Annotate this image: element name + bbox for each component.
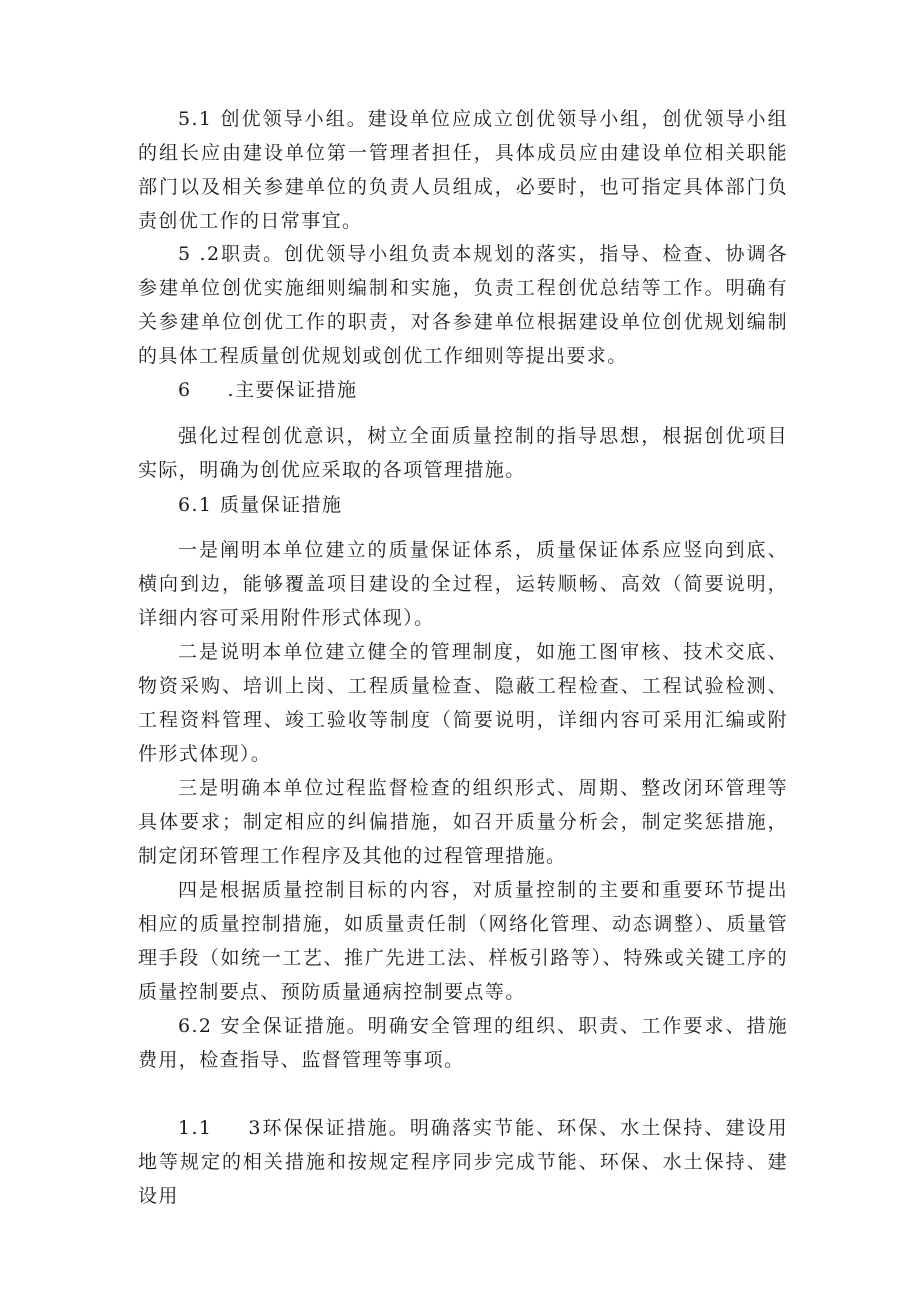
heading-6-1: 6.1 质量保证措施 — [178, 494, 343, 516]
paragraph-intro: 强化过程创优意识，树立全面质量控制的指导思想，根据创优项目实际，明确为创优应采取的各项管理措施。 — [138, 425, 788, 481]
paragraph-item-3: 三是明确本单位过程监督检查的组织形式、周期、整改闭环管理等具体要求；制定相应的纠偏措施，如召开质量分析会，制定奖惩措施，制定闭环管理工作程序及其他的过程管理措施。 — [138, 777, 788, 867]
paragraph-5-2: 5 .2职责。创优领导小组负责本规划的落实，指导、检查、协调各参建单位创优实施细则编制和实施，负责工程创优总结等工作。明确有关参建单位创优工作的职责，对各参建单位根据建设单位创优规划编制的具体工程质量创优规划或创优工作细则等提出要求。 — [138, 243, 788, 367]
paragraph-5-1: 5.1 创优领导小组。建设单位应成立创优领导小组，创优领导小组的组长应由建设单位第一管理者担任，具体成员应由建设单位相关职能部门以及相关参建单位的负责人员组成，必要时，也可指定具体部门负责创优工作的日常事宜。 — [138, 108, 788, 232]
heading-6-number: 6 — [178, 379, 192, 401]
paragraph-6-2: 6.2 安全保证措施。明确安全管理的组织、职责、工作要求、措施费用，检查指导、监督管理等事项。 — [138, 1015, 788, 1071]
heading-6 — [178, 373, 357, 407]
heading-6-title: .主要保证措施 — [227, 379, 358, 401]
paragraph-item-1: 一是阐明本单位建立的质量保证体系，质量保证体系应竖向到底、横向到边，能够覆盖项目建设的全过程，运转顺畅、高效（简要说明，详细内容可采用附件形式体现）。 — [138, 539, 788, 629]
paragraph-item-2: 二是说明本单位建立健全的管理制度，如施工图审核、技术交底、物资采购、培训上岗、工程质量检查、隐蔽工程检查、工程试验检测、工程资料管理、竣工验收等制度（简要说明，详细内容可采用汇编或附件形式体现）。 — [138, 641, 788, 765]
paragraph-env-number: 1.1 — [178, 1117, 213, 1139]
paragraph-env-text: 3环保保证措施。明确落实节能、环保、水土保持、建设用地等规定的相关措施和按规定程序同步完成节能、环保、水土保持、建设用 — [138, 1117, 788, 1207]
paragraph-env — [138, 1111, 788, 1213]
paragraph-item-4: 四是根据质量控制目标的内容，对质量控制的主要和重要环节提出相应的质量控制措施，如质量责任制（网络化管理、动态调整）、质量管理手段（如统一工艺、推广先进工法、样板引路等）、特殊或关键工序的质量控制要点、预防质量通病控制要点等。 — [138, 879, 788, 1003]
